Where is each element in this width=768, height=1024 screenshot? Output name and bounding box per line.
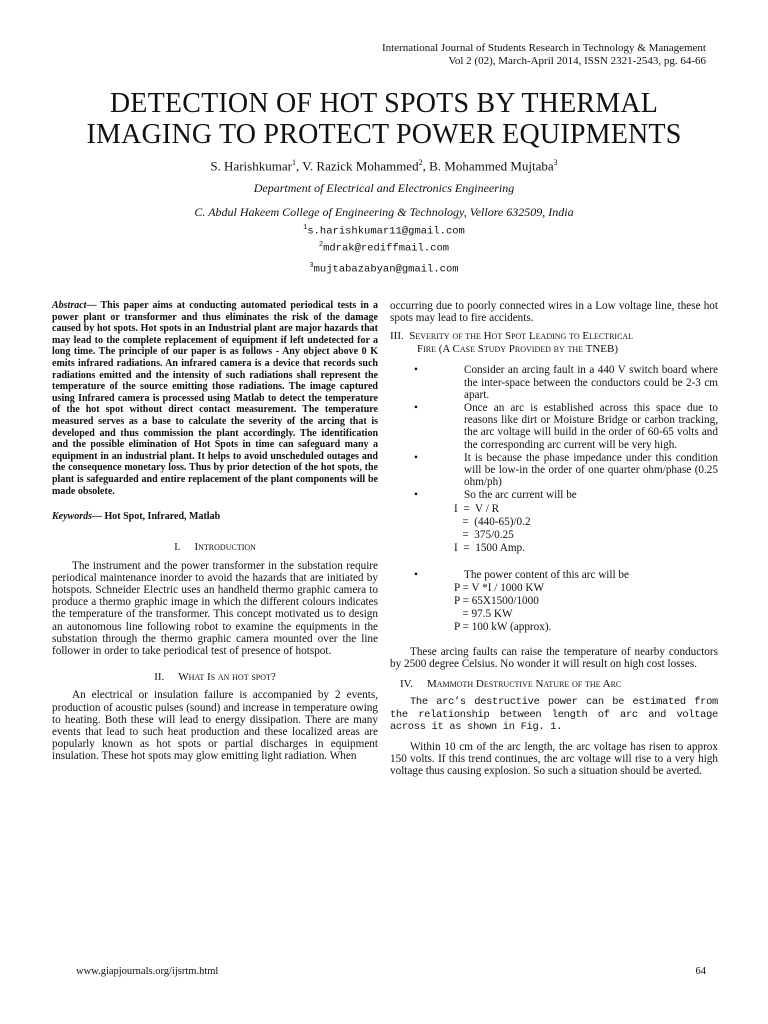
email-text: mujtabazabyan@gmail.com [313,263,459,276]
arc-power-formula [390,582,718,634]
destructive-power-paragraph: The arc’s destructive power can be estimated from the relationship between length of arc and voltage across it as shown in Fig. 1. [390,696,718,733]
title-line-2: IMAGING TO PROTECT POWER EQUIPMENTS [86,119,682,150]
list-item: • Consider an arcing fault in a 440 V switch board where the inter-space between the conductors could be 2-3 cm apart. [390,364,718,401]
section-title: Mammoth Destructive Nature of the Arc [426,678,622,691]
author-1: S. Harishkumar [210,158,292,174]
formula-line: P = 100 kW (approx). [454,620,552,633]
left-column [52,300,378,769]
section-number: III. [390,330,404,343]
abstract [52,300,378,497]
section-heading-destructive-nature [390,678,718,690]
paper-title [40,88,728,150]
email-3 [0,262,768,276]
email-2 [0,241,768,255]
author-list [0,158,768,174]
journal-header [382,42,706,68]
spacer [390,555,718,569]
formula-line: = 375/0.25 [454,528,514,541]
email-sup: 2 [318,241,324,249]
list-item: • The power content of this arc will be [390,569,718,581]
arc-voltage-paragraph: Within 10 cm of the arc length, the arc voltage has risen to approx 150 volts. If this trend continues, the arc voltage will rise to a very high voltage thus causing explosion. So such a situation should be averted. [390,741,718,778]
formula-line: = (440-65)/0.2 [454,515,531,528]
section-number: II. [154,671,165,684]
right-column [390,300,718,784]
list-item: • So the arc current will be [390,489,718,501]
severity-bullet-list [390,364,718,501]
section-title: Severity of the Hot Spot Leading to Electrical [409,330,634,343]
section-title: Introduction [194,541,256,554]
email-text: s.harishkumar11@gmail.com [307,225,465,238]
email-text: mdrak@rediffmail.com [323,242,450,255]
list-item: • It is because the phase impedance under this condition will be low-in the order of one quarter ohm/phase (0.25 ohm/ph) [390,452,718,489]
author-3-sup: 3 [553,158,558,167]
keywords-text: — Hot Spot, Infrared, Matlab [92,511,221,523]
email-sup: 1 [303,224,308,232]
keywords-lead: Keywords [52,511,92,523]
author-3: B. Mohammed Mujtaba [429,158,554,174]
abstract-lead: Abstract [52,300,87,311]
email-1 [0,224,768,238]
formula-line: = 97.5 KW [454,607,513,620]
formula-line: I = V / R [454,502,500,515]
spacer [390,634,718,646]
page-number: 64 [695,966,706,977]
title-line-1: DETECTION OF HOT SPOTS BY THERMAL [109,88,659,119]
journal-volume: Vol 2 (02), March-April 2014, ISSN 2321-2543, pg. 64-66 [448,55,706,67]
hot-spot-paragraph: An electrical or insulation failure is accompanied by 2 events, production of acoustic pulses (sound) and increase in temperature owing to heating. Both these will lead to energy dissipation. There are many events that lead to such heat production and these localized areas are popularly known as hot spots or partial discharges in equipment insulation. These hot spots may glow emitting light radiation. When [52,689,378,763]
section-title: What Is an hot spot? [178,671,276,684]
section-heading-introduction [52,541,378,553]
college: C. Abdul Hakeem College of Engineering & Technology, Vellore 632509, India [194,205,574,219]
arc-current-formula [390,503,718,555]
email-sup: 3 [309,262,314,270]
section-number: IV. [400,678,413,691]
author-separator: , [422,158,430,174]
hot-spot-paragraph-continued: occurring due to poorly connected wires in a Low voltage line, these hot spots may lead to fire accidents. [390,300,718,325]
department: Department of Electrical and Electronics Engineering [253,181,515,195]
formula-line: I = 1500 Amp. [454,541,525,554]
author-2-sup: 2 [418,158,423,167]
section-number: I. [174,541,181,554]
power-bullet-list [390,569,718,581]
abstract-text: — This paper aims at conducting automated periodical tests in a power plant or transformer and thus eliminates the risk of the damage caused by hot spots. Hot spots in an Industrial plant are major hazards that may lead to the complete replacement of equipment if left undetected for a long time. The principle of our paper is as follows - Any object above 0 K emits infrared radiations. An infrared camera is a device that records such radiations emitted and the intensity of such radiations shall represent the temperature of the source emitting those radiations. The image captured using Infrared camera is processed using Matlab to detect the temperature of the hot spot without direct contact measurement. The temperature measured serves as a base to calculate the severity of the arcing that is developed and thus commission the plant accordingly. The identification and the possible elimination of Hot Spots in time can safeguard many a equipment in an industrial plant. It helps to avoid unscheduled outages and the consequence monetary loss. Thus by prior detection of the hot spots, the plant is safeguarded and entire replacement of the plant components will be made obsolete. [52,300,378,497]
footer-url: www.giapjournals.org/ijsrtm.html [76,966,219,977]
formula-line: P = V *I / 1000 KW [454,581,545,594]
keywords [52,511,378,523]
list-item: • Once an arc is established across this space due to reasons like dirt or Moisture Bridge or carbon tracking, the arc voltage will build in the order of 60-65 volts and the corresponding arc current will be very high. [390,402,718,451]
section-heading-line-1 [390,330,718,343]
section-heading-severity [390,330,718,356]
author-2: V. Razick Mohammed [302,158,419,174]
author-separator: , [295,158,303,174]
arcing-faults-paragraph: These arcing faults can raise the temperature of nearby conductors by 2500 degree Celsius. No wonder it will result on high cost losses. [390,645,718,671]
introduction-paragraph: The instrument and the power transformer in the substation require periodical maintenance inorder to avoid the hazards that are initiated by hotspots. Schneider Electric uses an handheld thermo graphic camera to produce a thermo graphic image in which the different colours indicates the temperature of the transformer. This concept motivated us to design an autonomous line following robot to examine the equipments in the substation through the thermo graphic camera mounted over the line follower in order to take periodical test of presence of hotspot. [52,559,378,657]
journal-name: International Journal of Students Research in Technology & Management [381,42,706,54]
formula-line: P = 65X1500/1000 [454,594,539,607]
author-1-sup: 1 [291,158,296,167]
section-heading-hot-spot [52,671,378,683]
section-heading-line-2: Fire (A Case Study Provided by the TNEB) [417,343,619,356]
